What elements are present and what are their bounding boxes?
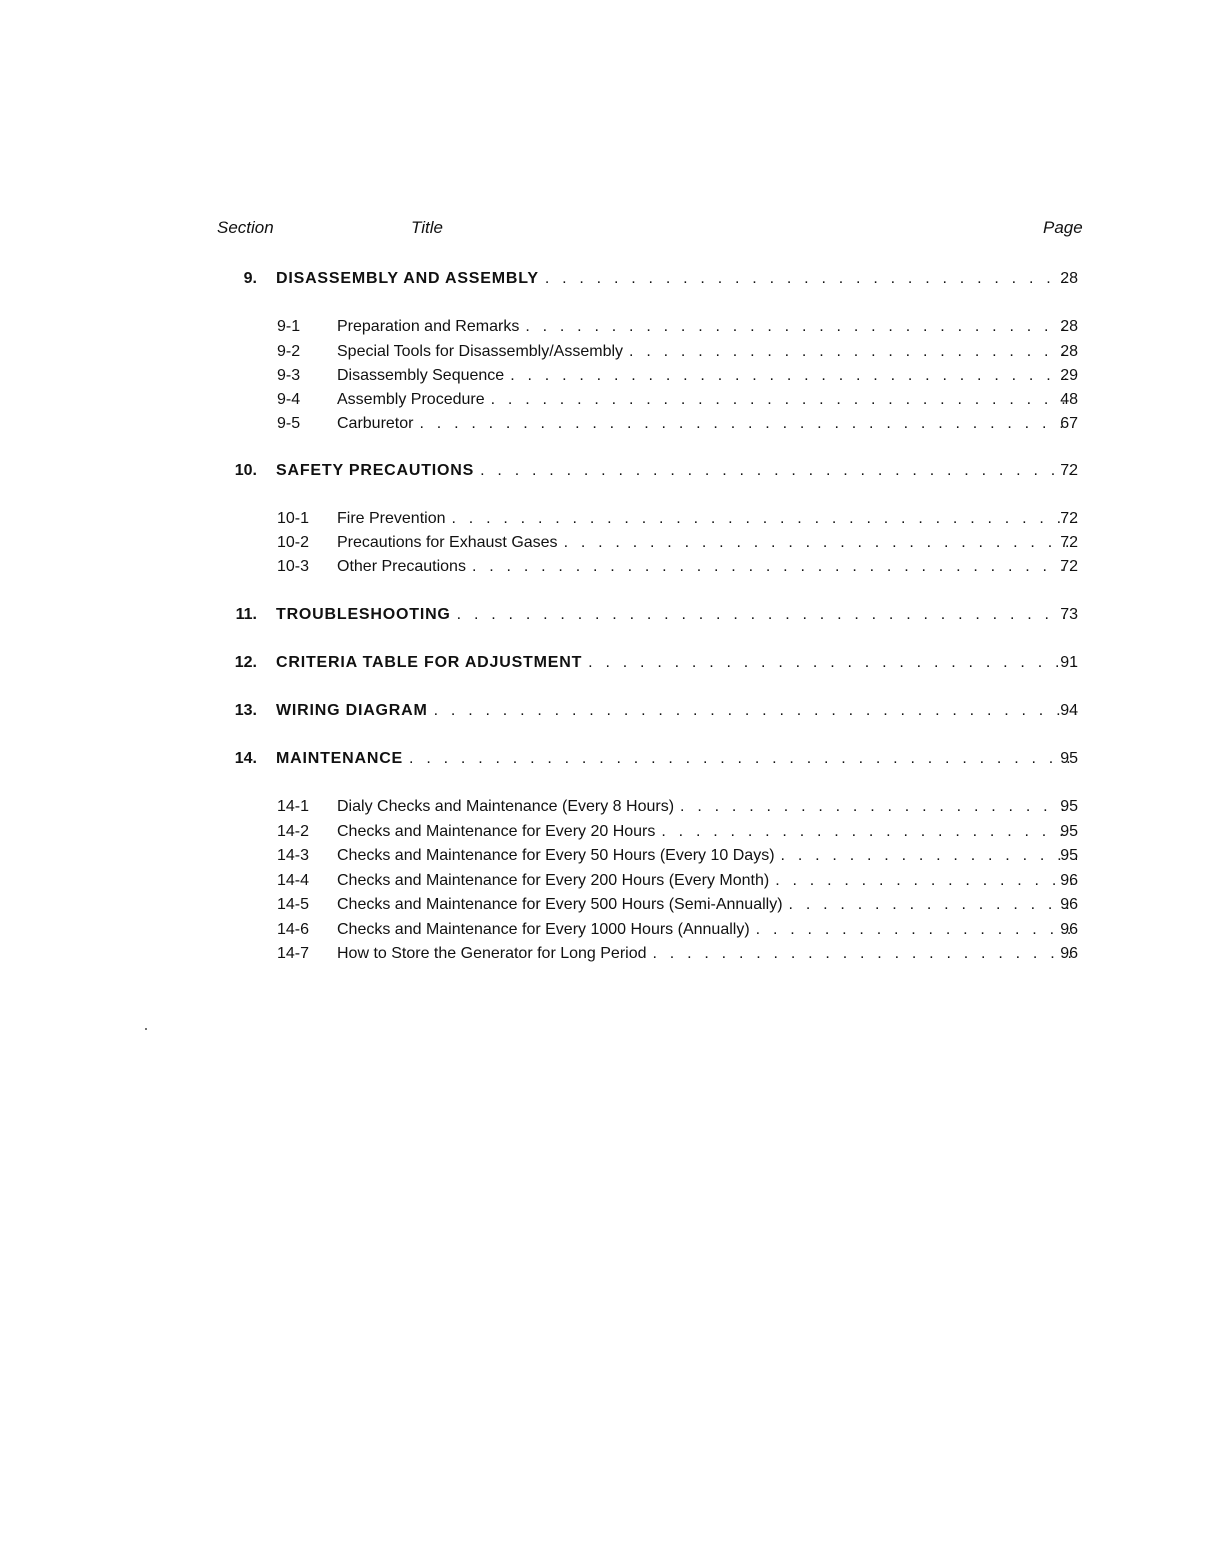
toc-entry-14-5 (0, 894, 1220, 916)
toc-entry-14-6 (0, 919, 1220, 941)
entry-page: 48 (1060, 391, 1078, 408)
entry-title: Carburetor (337, 415, 414, 432)
entry-number: 14-5 (277, 896, 310, 913)
entry-number: 10. (234, 462, 257, 479)
entry-number: 11. (235, 606, 257, 623)
entry-page: 72 (1060, 558, 1078, 575)
dot-leader (680, 796, 1077, 818)
toc-entry-14-3 (0, 845, 1220, 867)
entry-title: TROUBLESHOOTING (276, 606, 451, 623)
entry-page: 95 (1060, 847, 1078, 864)
dot-leader (588, 652, 1077, 674)
toc-entry-9-1 (0, 316, 1220, 338)
dot-leader (653, 943, 1077, 965)
toc-section-14 (0, 748, 1220, 770)
entry-title: CRITERIA TABLE FOR ADJUSTMENT (276, 654, 583, 671)
entry-number: 9-5 (277, 415, 301, 432)
dot-leader (661, 821, 1077, 843)
entry-title: SAFETY PRECAUTIONS (276, 462, 475, 479)
dot-leader (480, 460, 1077, 482)
entry-title: How to Store the Generator for Long Period (337, 945, 647, 962)
toc-section-13 (0, 700, 1220, 722)
entry-page: 67 (1060, 415, 1078, 432)
toc-section-12 (0, 652, 1220, 674)
dot-leader (781, 845, 1077, 867)
entry-page: 72 (1060, 510, 1078, 527)
entry-number: 14-6 (277, 921, 310, 938)
dot-leader (434, 700, 1077, 722)
entry-title: WIRING DIAGRAM (276, 702, 428, 719)
toc-entry-9-4 (0, 389, 1220, 411)
entry-title: Preparation and Remarks (337, 318, 520, 335)
entry-title: Other Precautions (337, 558, 466, 575)
toc-entry-14-4 (0, 870, 1220, 892)
toc-entry-10-2 (0, 532, 1220, 554)
toc-section-9 (0, 268, 1220, 290)
entry-number: 10-1 (277, 510, 310, 527)
entry-page: 94 (1060, 702, 1078, 719)
entry-number: 9-2 (277, 343, 301, 360)
toc-entry-14-2 (0, 821, 1220, 843)
dot-leader (545, 268, 1077, 290)
entry-page: 91 (1060, 654, 1078, 671)
entry-page: 95 (1060, 823, 1078, 840)
entry-title: Checks and Maintenance for Every 20 Hours (337, 823, 656, 840)
entry-page: 73 (1060, 606, 1078, 623)
entry-page: 95 (1060, 798, 1078, 815)
entry-title: Disassembly Sequence (337, 367, 505, 384)
entry-title: Checks and Maintenance for Every 500 Hours (Semi-Annually) (337, 896, 783, 913)
entry-page: 96 (1060, 945, 1078, 962)
toc-entry-9-2 (0, 341, 1220, 363)
entry-title: DISASSEMBLY AND ASSEMBLY (276, 270, 539, 287)
dot-leader (789, 894, 1077, 916)
entry-title: Checks and Maintenance for Every 1000 Hours (Annually) (337, 921, 750, 938)
toc-section-10 (0, 460, 1220, 482)
dot-leader (756, 919, 1077, 941)
column-header-page: Page (1043, 218, 1083, 237)
dot-leader (564, 532, 1077, 554)
entry-number: 12. (234, 654, 257, 671)
entry-number: 9-4 (277, 391, 301, 408)
entry-number: 13. (234, 702, 257, 719)
entry-page: 96 (1060, 872, 1078, 889)
entry-number: 14-7 (277, 945, 310, 962)
dot-leader (510, 365, 1077, 387)
entry-number: 14-4 (277, 872, 310, 889)
entry-title: MAINTENANCE (276, 750, 404, 767)
dot-leader (452, 508, 1078, 530)
dot-leader (629, 341, 1077, 363)
entry-number: 10-2 (277, 534, 310, 551)
scan-speck (145, 1028, 147, 1030)
toc-entry-10-3 (0, 556, 1220, 578)
entry-page: 29 (1060, 367, 1078, 384)
entry-number: 14-2 (277, 823, 310, 840)
column-header-title: Title (411, 218, 443, 237)
dot-leader (457, 604, 1077, 626)
entry-page: 28 (1060, 318, 1078, 335)
entry-title: Checks and Maintenance for Every 200 Hours (Every Month) (337, 872, 770, 889)
toc-entry-9-3 (0, 365, 1220, 387)
entry-title: Dialy Checks and Maintenance (Every 8 Hours) (337, 798, 675, 815)
dot-leader (409, 748, 1077, 770)
entry-title: Special Tools for Disassembly/Assembly (337, 343, 624, 360)
dot-leader (775, 870, 1077, 892)
entry-number: 9. (243, 270, 257, 287)
entry-number: 9-1 (277, 318, 301, 335)
entry-page: 72 (1060, 534, 1078, 551)
entry-page: 28 (1060, 343, 1078, 360)
entry-page: 28 (1060, 270, 1078, 287)
entry-title: Checks and Maintenance for Every 50 Hours (Every 10 Days) (337, 847, 775, 864)
entry-number: 14-3 (277, 847, 310, 864)
dot-leader (491, 389, 1077, 411)
dot-leader (525, 316, 1077, 338)
entry-number: 10-3 (277, 558, 310, 575)
entry-title: Fire Prevention (337, 510, 446, 527)
entry-number: 14. (234, 750, 257, 767)
toc-entry-10-1 (0, 508, 1220, 530)
toc-entry-9-5 (0, 413, 1220, 435)
entry-page: 96 (1060, 896, 1078, 913)
entry-title: Assembly Procedure (337, 391, 485, 408)
toc-section-11 (0, 604, 1220, 626)
dot-leader (472, 556, 1077, 578)
dot-leader (419, 413, 1077, 435)
toc-entry-14-1 (0, 796, 1220, 818)
column-header-section: Section (217, 218, 274, 237)
entry-title: Precautions for Exhaust Gases (337, 534, 558, 551)
entry-page: 95 (1060, 750, 1078, 767)
entry-page: 72 (1060, 462, 1078, 479)
entry-page: 96 (1060, 921, 1078, 938)
toc-entry-14-7 (0, 943, 1220, 965)
entry-number: 9-3 (277, 367, 301, 384)
entry-number: 14-1 (277, 798, 310, 815)
